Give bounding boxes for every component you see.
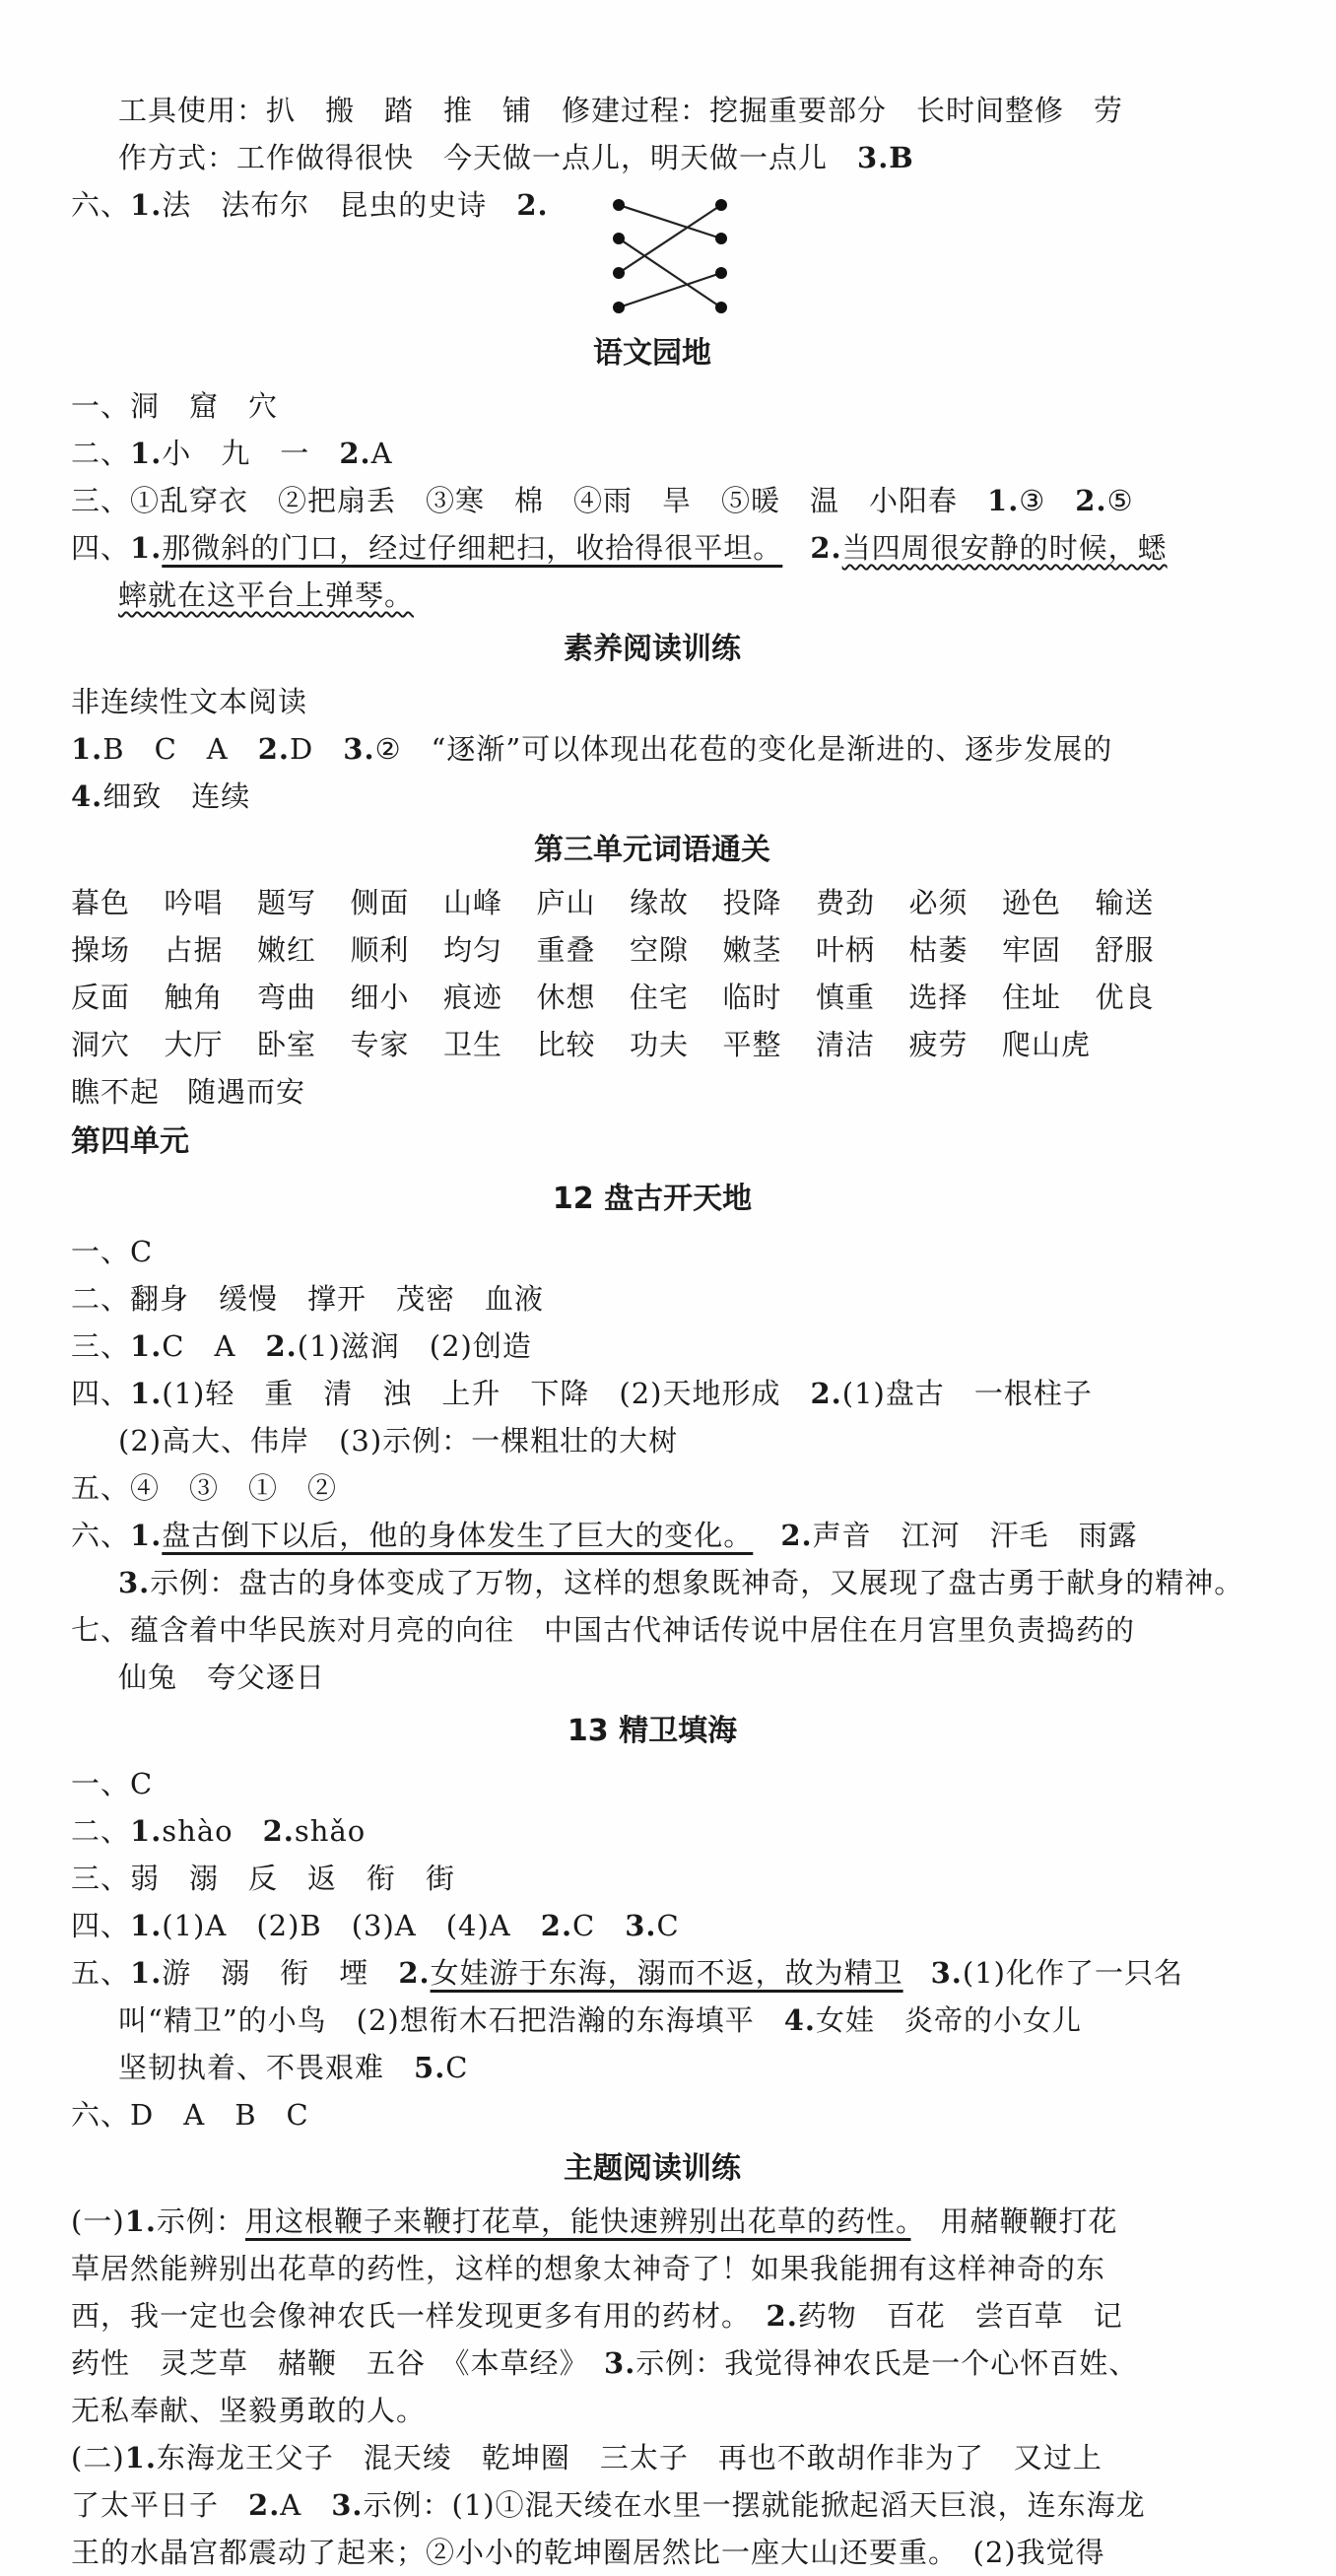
item-number: 1.	[130, 437, 163, 470]
text-line	[71, 725, 1234, 773]
answer-text: (1)盘古 一根柱子	[841, 1377, 1093, 1410]
answer-text: 一、C	[71, 1767, 154, 1800]
word: 卫生	[443, 1028, 503, 1061]
item-number: 1.	[987, 484, 1020, 517]
work-style-text: 作方式：工作做得很快 今天做一点儿，明天做一点儿	[118, 141, 858, 174]
answer-text: (1)A (2)B (3)A (4)A	[162, 1909, 541, 1942]
section-label: 三、	[71, 1329, 131, 1363]
item-number: 2.	[265, 1329, 298, 1363]
item-number: 2.	[810, 531, 842, 565]
text-line	[71, 1807, 1234, 1855]
word-row	[71, 974, 1234, 1021]
answer-text: 坚韧执着、不畏艰难	[118, 2051, 415, 2084]
text-line	[71, 1464, 1234, 1512]
item-number: 1.	[124, 2204, 157, 2238]
item-number: 1.	[71, 732, 103, 766]
answer-text: C	[572, 1909, 626, 1942]
answer-text: 草居然能辨别出花草的药性，这样的想象太神奇了！如果我能拥有这样神奇的东	[71, 2252, 1106, 2285]
text-line	[71, 1228, 1234, 1275]
word: 庐山	[536, 886, 596, 919]
tool-usage-text: 工具使用：扒 搬 踏 推 铺 修建过程：挖掘重要部分 长时间整修 劳	[118, 94, 1124, 127]
text-line	[71, 678, 1234, 725]
word: 费劲	[816, 886, 876, 919]
section-heading: 主题阅读训练	[564, 2151, 741, 2186]
answer-text: 仙兔 夸父逐日	[118, 1661, 326, 1694]
item-number: 1.	[130, 1909, 163, 1942]
word: 临时	[722, 981, 782, 1014]
answer-text: B C A	[102, 732, 258, 766]
word: 嫩茎	[722, 933, 782, 967]
item-number: 2.	[262, 1814, 295, 1848]
item-number: 2.	[257, 732, 291, 766]
word: 占据	[164, 933, 224, 967]
text-line	[71, 1997, 1234, 2044]
item-number: 1.	[130, 188, 163, 222]
answer-text: 王的水晶宫都震动了起来；②小小的乾坤圈居然比一座大山还要重。 (2)我觉得	[71, 2536, 1105, 2569]
text-line	[71, 2091, 1234, 2138]
answer-text: 西，我一定也会像神农氏一样发现更多有用的药材。	[71, 2299, 767, 2333]
answer-text: 一、洞 窟 穴	[71, 389, 279, 423]
text-line	[71, 87, 1234, 134]
item-number: 2.	[780, 1519, 813, 1552]
word: 休想	[536, 981, 596, 1014]
answer-text: 女娃 炎帝的小女儿	[816, 2003, 1083, 2037]
answer-text: ② “逐渐”可以体现出花苞的变化是渐进的、逐步发展的	[374, 732, 1113, 766]
item-number: 4.	[71, 780, 103, 813]
item-number: 3.	[625, 1909, 657, 1942]
item-number: 1.	[130, 531, 163, 565]
item-number: 3.	[331, 2488, 364, 2522]
answer-text: 五、④ ③ ① ②	[71, 1471, 338, 1505]
item-number: 1.	[130, 1329, 163, 1363]
answer-text: 三、弱 溺 反 返 衔 街	[71, 1862, 456, 1895]
answer-text: 用赭鞭鞭打花	[910, 2204, 1118, 2238]
word: 瞧不起	[71, 1075, 161, 1109]
text-line	[71, 134, 1234, 181]
part-label: (一)	[71, 2204, 125, 2238]
item-number: 1.	[130, 1377, 163, 1410]
section-label: 二、	[71, 437, 131, 470]
word-row	[71, 926, 1234, 974]
word: 暮色	[71, 886, 131, 919]
item-number: 2.	[248, 2488, 281, 2522]
word: 痕迹	[443, 981, 503, 1014]
word: 专家	[350, 1028, 410, 1061]
answer-text: 七、蕴含着中华民族对月亮的向往 中国古代神话传说中居住在月宫里负责捣药的	[71, 1613, 1136, 1647]
word: 洞穴	[71, 1028, 131, 1061]
text-line	[71, 2198, 1234, 2245]
part-label: (二)	[71, 2441, 125, 2474]
text-line	[71, 1949, 1234, 1997]
text-line	[71, 181, 1234, 329]
word: 操场	[71, 933, 131, 967]
text-line	[71, 1855, 1234, 1902]
pinyin-answer: shào	[162, 1814, 263, 1848]
answer-text: 示例：盘古的身体变成了万物，这样的想象既神奇，又展现了盘古勇于献身的精神。	[150, 1566, 1244, 1599]
item-number: 3.	[343, 732, 375, 766]
word-row	[71, 1021, 1234, 1068]
section-label: 六、	[71, 188, 131, 222]
answer-text: C	[656, 1909, 680, 1942]
section-label: 四、	[71, 531, 131, 565]
answer-text: 声音 江河 汗毛 雨露	[812, 1519, 1138, 1552]
item-number: 2.	[766, 2299, 798, 2333]
item-number: 3.	[118, 1566, 151, 1599]
section-heading: 素养阅读训练	[564, 632, 741, 666]
example-label: 示例：	[156, 2204, 245, 2238]
word: 叶柄	[816, 933, 876, 967]
text-line	[71, 524, 1234, 572]
section-label: 六、	[71, 1519, 131, 1552]
answer-text: ③	[1019, 484, 1076, 517]
word: 投降	[722, 886, 782, 919]
matching-lines-diagram	[611, 193, 749, 341]
answer-text: 游 溺 衔 堙	[162, 1956, 399, 1990]
answer-text: (1)化作了一只名	[962, 1956, 1183, 1990]
word: 题写	[257, 886, 317, 919]
text-line	[71, 1512, 1234, 1559]
underlined-sentence: 女娃游于东海，溺而不返，故为精卫	[430, 1956, 903, 1990]
underlined-sentence: 那微斜的门口，经过仔细耙扫，收拾得很平坦。	[162, 531, 783, 565]
word: 细小	[350, 981, 410, 1014]
answer-text: 六、D A B C	[71, 2098, 309, 2132]
word: 平整	[722, 1028, 782, 1061]
word: 爬山虎	[1002, 1028, 1092, 1061]
section-label: 四、	[71, 1377, 131, 1410]
answer-text: 法 法布尔 昆虫的史诗	[162, 188, 517, 222]
text-line	[71, 1275, 1234, 1322]
word: 舒服	[1095, 933, 1155, 967]
word: 住址	[1002, 981, 1062, 1014]
section-label: 五、	[71, 1956, 131, 1990]
word: 牢固	[1002, 933, 1062, 967]
word-row	[71, 1068, 1234, 1116]
answer-text: 东海龙王父子 混天绫 乾坤圈 三太子 再也不敢胡作非为了 又过上	[156, 2441, 1102, 2474]
item-number: 1.	[130, 1519, 163, 1552]
text-line	[71, 382, 1234, 430]
answer-text: 药物 百花 尝百草 记	[797, 2299, 1123, 2333]
answer-text: 小 九 一	[162, 437, 340, 470]
unit-heading: 第四单元	[71, 1124, 189, 1159]
answer-text: 细致 连续	[102, 780, 251, 813]
answer-text: 叫“精卫”的小鸟 (2)想衔木石把浩瀚的东海填平	[118, 2003, 784, 2037]
text-line	[71, 1322, 1234, 1370]
word: 弯曲	[257, 981, 317, 1014]
item-number: 2.	[1075, 484, 1107, 517]
word: 随遇而安	[187, 1075, 306, 1109]
word: 嫩红	[257, 933, 317, 967]
text-line	[71, 1417, 1234, 1464]
answer-text: 药性 灵芝草 赭鞭 五谷 《本草经》	[71, 2346, 605, 2380]
answer-text: D	[290, 732, 344, 766]
item-number: 2.	[810, 1377, 842, 1410]
text-line	[71, 572, 1234, 619]
answer-text: ⑤	[1106, 484, 1134, 517]
word: 反面	[71, 981, 131, 1014]
text-line	[71, 2245, 1234, 2292]
answer-text: 示例：(1)①混天绫在水里一摆就能掀起滔天巨浪，连东海龙	[363, 2488, 1146, 2522]
text-line	[71, 2044, 1234, 2091]
word: 空隙	[630, 933, 690, 967]
section-label: 四、	[71, 1909, 131, 1942]
word: 卧室	[257, 1028, 317, 1061]
word: 优良	[1095, 981, 1155, 1014]
answer-page	[71, 87, 1244, 2576]
answer-text: 了太平日子	[71, 2488, 249, 2522]
word: 逊色	[1002, 886, 1062, 919]
section-heading: 第三单元词语通关	[534, 833, 770, 867]
underlined-sentence: 用这根鞭子来鞭打花草，能快速辨别出花草的药性。	[244, 2204, 911, 2238]
text-line	[71, 1654, 1234, 1701]
word: 枯萎	[908, 933, 969, 967]
answer-text: 示例：我觉得神农氏是一个心怀百姓、	[635, 2346, 1139, 2380]
item-number: 1.	[124, 2441, 157, 2474]
text-line	[71, 2387, 1234, 2434]
word: 顺利	[350, 933, 410, 967]
lesson-heading: 12 盘古开天地	[552, 1182, 753, 1216]
word: 重叠	[536, 933, 596, 967]
answer-text: 二、翻身 缓慢 撑开 茂密 血液	[71, 1282, 545, 1316]
item-number: 2.	[398, 1956, 431, 1990]
text-line	[71, 1760, 1234, 1807]
text-line	[71, 2434, 1234, 2481]
pinyin-answer: shǎo	[294, 1814, 367, 1848]
section-label: 二、	[71, 1814, 131, 1848]
answer-text: 无私奉献、坚毅勇敢的人。	[71, 2394, 427, 2427]
word: 必须	[908, 886, 969, 919]
word: 疲劳	[908, 1028, 969, 1061]
word: 输送	[1095, 886, 1155, 919]
word: 山峰	[443, 886, 503, 919]
word: 吟唱	[164, 886, 224, 919]
underlined-sentence: 盘古倒下以后，他的身体发生了巨大的变化。	[162, 1519, 754, 1552]
item-number: 4.	[783, 2003, 817, 2037]
word: 大厅	[164, 1028, 224, 1061]
answer-text: (1)轻 重 清 浊 上升 下降 (2)天地形成	[162, 1377, 811, 1410]
wavy-underlined-sentence: 蟀就在这平台上弹琴。	[118, 578, 415, 612]
item-number: 2.	[339, 437, 371, 470]
text-line	[71, 1559, 1244, 1606]
answer-3: 3.B	[857, 141, 914, 174]
text-line	[71, 1606, 1234, 1654]
item-number: 5.	[414, 2051, 446, 2084]
text-line	[71, 1902, 1234, 1949]
item-number: 1.	[130, 1814, 163, 1848]
text-line	[71, 773, 1234, 820]
item-number: 2.	[516, 188, 549, 222]
text-line	[71, 2292, 1234, 2339]
word-row	[71, 879, 1234, 926]
item-number: 1.	[130, 1956, 163, 1990]
answer-text: A	[280, 2488, 332, 2522]
word: 清洁	[816, 1028, 876, 1061]
word: 触角	[164, 981, 224, 1014]
lesson-heading: 13 精卫填海	[567, 1714, 738, 1748]
word: 慎重	[816, 981, 876, 1014]
text-line	[71, 477, 1234, 524]
text-line	[71, 1370, 1234, 1417]
answer-text: (1)滋润 (2)创造	[297, 1329, 532, 1363]
item-number: 2.	[540, 1909, 573, 1942]
text-line	[71, 430, 1234, 477]
answer-text: C A	[162, 1329, 266, 1363]
word: 均匀	[443, 933, 503, 967]
item-number: 3.	[604, 2346, 636, 2380]
wavy-underlined-sentence: 当四周很安静的时候，蟋	[841, 531, 1168, 565]
text-line	[71, 2481, 1234, 2529]
text-line	[71, 2529, 1234, 2576]
word: 比较	[536, 1028, 596, 1061]
subsection-title: 非连续性文本阅读	[71, 685, 308, 718]
word: 侧面	[350, 886, 410, 919]
word: 选择	[908, 981, 969, 1014]
item-number: 3.	[930, 1956, 963, 1990]
answer-text: A	[370, 437, 393, 470]
answer-text: (2)高大、伟岸 (3)示例：一棵粗壮的大树	[118, 1424, 679, 1457]
answer-text: 一、C	[71, 1235, 154, 1268]
word: 缘故	[630, 886, 690, 919]
answer-text: C	[445, 2051, 469, 2084]
answer-text: 三、①乱穿衣 ②把扇丢 ③寒 棉 ④雨 旱 ⑤暖 温 小阳春	[71, 484, 988, 517]
text-line	[71, 2339, 1234, 2387]
word: 住宅	[630, 981, 690, 1014]
section-heading: 语文园地	[593, 336, 711, 371]
word: 功夫	[630, 1028, 690, 1061]
